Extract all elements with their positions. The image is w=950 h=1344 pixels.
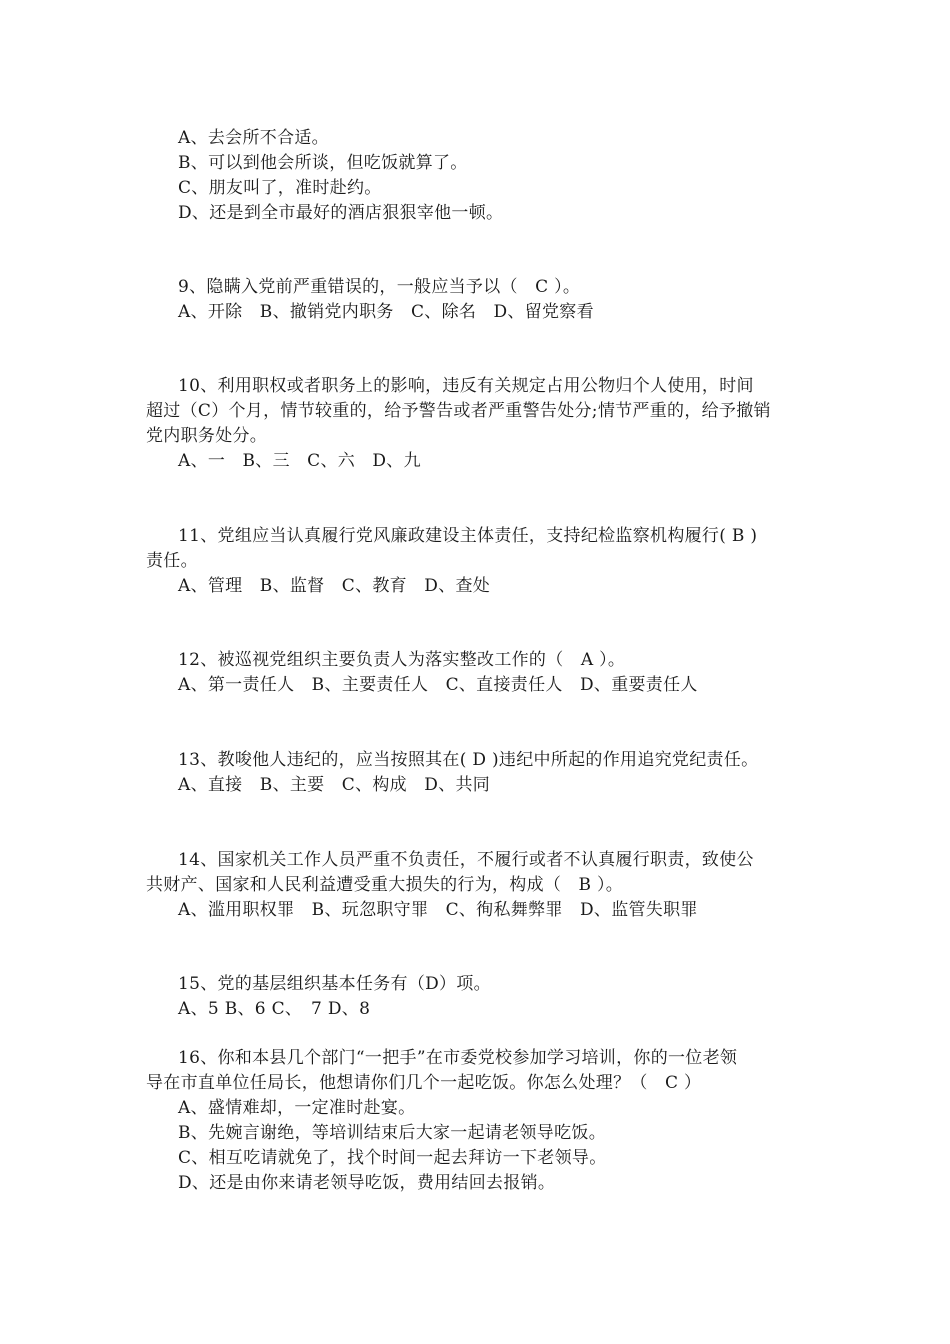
option-b: B、先婉言谢绝，等培训结束后大家一起请老领导吃饭。 (178, 1123, 606, 1143)
option-c: C、朋友叫了，准时赴约。 (178, 178, 382, 198)
question-text: 16、你和本县几个部门“一把手”在市委党校参加学习培训，你的一位老领 (178, 1048, 738, 1068)
question-text: 14、国家机关工作人员严重不负责任，不履行或者不认真履行职责，致使公 (178, 850, 754, 870)
question-text: 9、隐瞒入党前严重错误的，一般应当予以（ C ）。 (178, 277, 581, 297)
question-text: 13、教唆他人违纪的，应当按照其在( D )违纪中所起的作用追究党纪责任。 (178, 750, 759, 770)
question-text: 超过（C）个月，情节较重的，给予警告或者严重警告处分;情节严重的，给予撤销 (146, 401, 771, 421)
option-d: D、还是到全市最好的酒店狠狠宰他一顿。 (178, 203, 504, 223)
question-text: 12、被巡视党组织主要负责人为落实整改工作的（ A ）。 (178, 650, 626, 670)
question-text: 导在市直单位任局长，他想请你们几个一起吃饭。你怎么处理？（ C ） (146, 1073, 702, 1093)
option-d: D、还是由你来请老领导吃饭，费用结回去报销。 (178, 1173, 556, 1193)
option-b: B、可以到他会所谈，但吃饭就算了。 (178, 153, 468, 173)
question-options: A、开除 B、撤销党内职务 C、除名 D、留党察看 (178, 302, 594, 322)
option-c: C、相互吃请就免了，找个时间一起去拜访一下老领导。 (178, 1148, 607, 1168)
question-text: 10、利用职权或者职务上的影响，违反有关规定占用公物归个人使用，时间 (178, 376, 754, 396)
question-text: 15、党的基层组织基本任务有（D）项。 (178, 974, 491, 994)
question-options: A、滥用职权罪 B、玩忽职守罪 C、徇私舞弊罪 D、监管失职罪 (178, 900, 698, 920)
question-options: A、5 B、6 C、 7 D、8 (178, 999, 371, 1019)
question-text: 共财产、国家和人民利益遭受重大损失的行为，构成（ B ）。 (146, 875, 624, 895)
question-options: A、直接 B、主要 C、构成 D、共同 (178, 775, 491, 795)
question-options: A、一 B、三 C、六 D、九 (178, 451, 421, 471)
question-options: A、第一责任人 B、主要责任人 C、直接责任人 D、重要责任人 (178, 675, 698, 695)
question-text: 11、党组应当认真履行党风廉政建设主体责任，支持纪检监察机构履行( B ) (178, 526, 758, 546)
question-text: 党内职务处分。 (146, 426, 268, 446)
question-text: 责任。 (146, 551, 198, 571)
question-options: A、管理 B、监督 C、教育 D、查处 (178, 576, 491, 596)
option-a: A、盛情难却，一定准时赴宴。 (178, 1098, 416, 1118)
option-a: A、去会所不合适。 (178, 128, 329, 148)
